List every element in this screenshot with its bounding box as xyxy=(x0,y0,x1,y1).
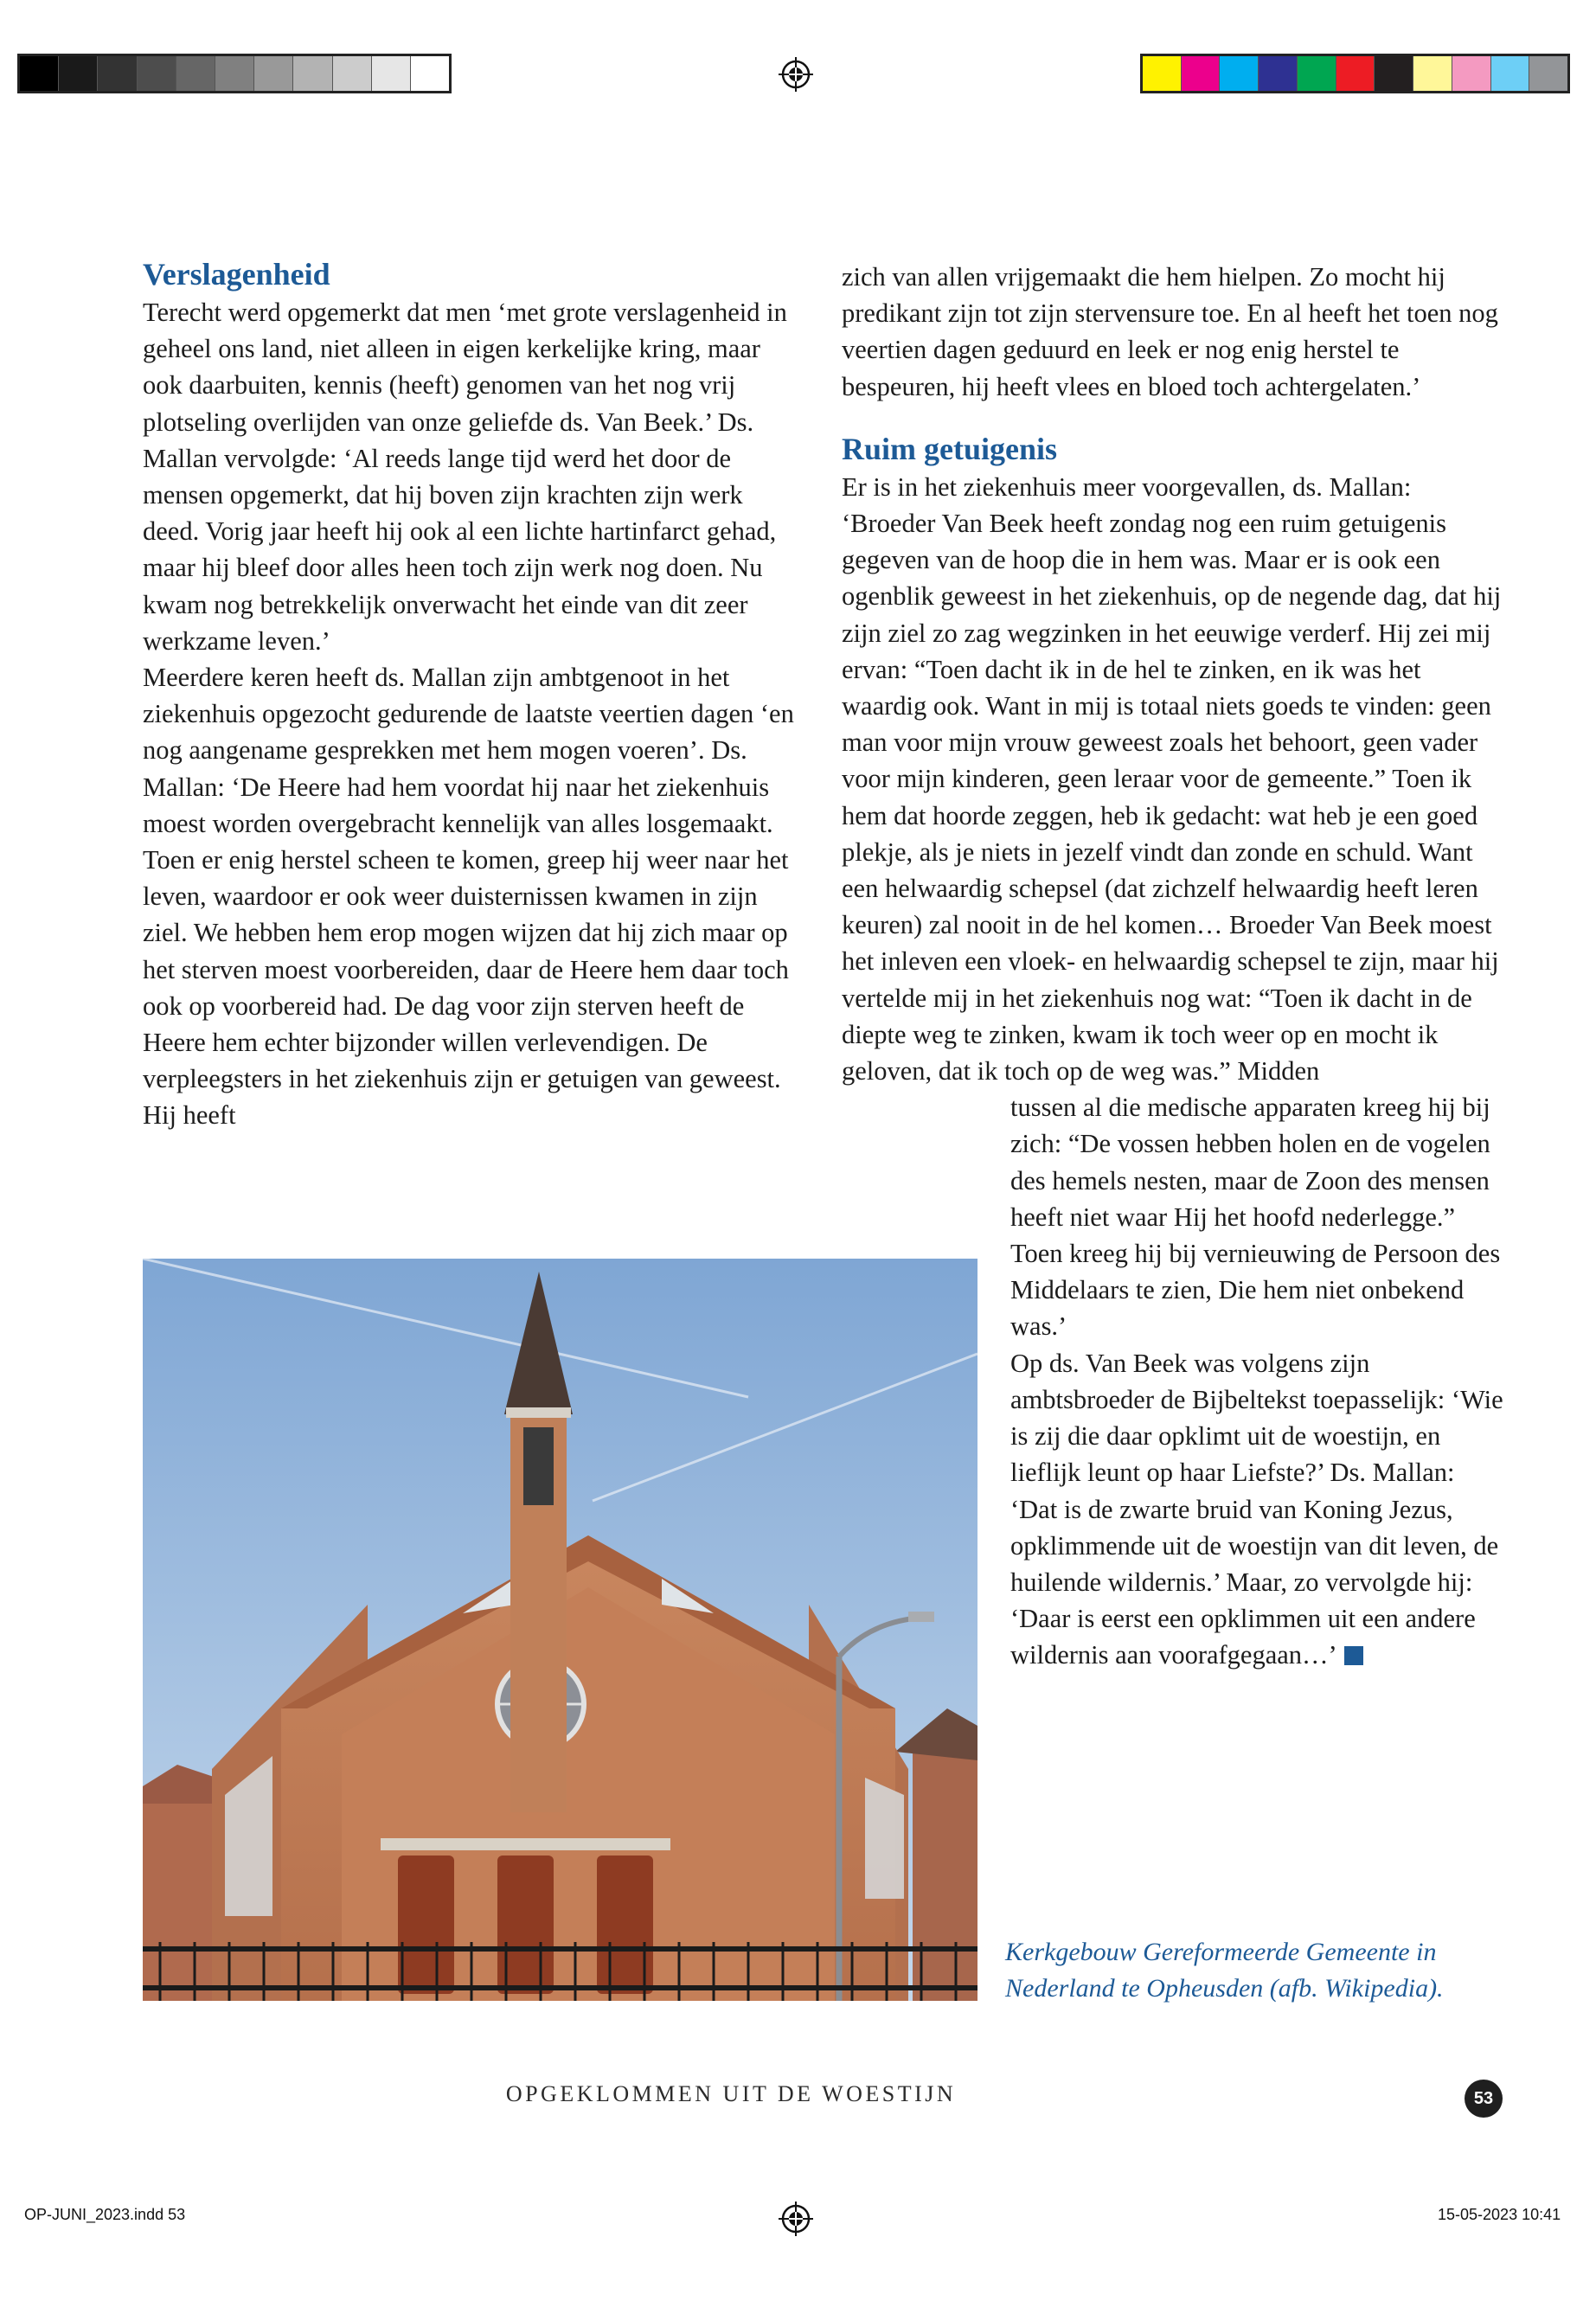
registration-mark-icon xyxy=(779,2202,813,2236)
gray-swatch xyxy=(20,56,59,91)
page-number-badge: 53 xyxy=(1465,2080,1503,2118)
color-swatch xyxy=(1413,56,1452,91)
slug-timestamp: 15-05-2023 10:41 xyxy=(1438,2206,1561,2223)
color-swatch xyxy=(1529,56,1567,91)
left-paragraph-1: Terecht werd opgemerkt dat men ‘met grote verslagenheid in geheel ons land, niet alleen in eigen kerkelijke kring, maar ook daarbuiten, kennis (heeft) genomen van het nog vrij plotseling overlijden van onze geliefde ds. Van Beek.’ Ds. Mallan vervolgde: ‘Al reeds lange tijd werd het door de mensen opgemerkt, dat hij boven zijn krachten zijn werk deed. Vorig jaar heeft hij ook al een lichte hartinfarct gehad, maar hij bleef door alles heen toch zijn werk nog doen. Nu kwam nog betrekkelijk onverwacht het einde van dit zeer werkzame leven.’ xyxy=(143,298,787,656)
gray-swatch xyxy=(98,56,137,91)
slug-file-name: OP-JUNI_2023.indd 53 xyxy=(24,2206,186,2223)
color-swatch xyxy=(1491,56,1530,91)
gray-swatch xyxy=(411,56,449,91)
gray-swatch xyxy=(215,56,254,91)
color-swatch xyxy=(1259,56,1298,91)
color-swatch xyxy=(1452,56,1491,91)
gray-swatch xyxy=(59,56,98,91)
grayscale-control-bar xyxy=(17,54,452,93)
gray-swatch xyxy=(254,56,293,91)
gray-swatch xyxy=(138,56,176,91)
gray-swatch xyxy=(176,56,215,91)
gray-swatch xyxy=(372,56,411,91)
church-photo xyxy=(143,1259,977,2001)
left-column xyxy=(143,254,800,1134)
gray-swatch xyxy=(293,56,332,91)
heading-ruim-getuigenis: Ruim getuigenis xyxy=(842,431,1058,466)
color-swatch xyxy=(1220,56,1259,91)
heading-verslagenheid: Verslagenheid xyxy=(143,257,330,292)
color-swatch xyxy=(1336,56,1375,91)
photo-caption: Kerkgebouw Gereformeerde Gemeente in Nederland te Opheusden (afb. Wikipedia). xyxy=(1005,1938,1444,2003)
color-control-bar xyxy=(1140,54,1570,93)
left-paragraph-2: Meerdere keren heeft ds. Mallan zijn ambtgenoot in het ziekenhuis opgezocht gedurende de laatste veertien dagen ‘en nog aangename gesprekken met hem mogen voeren’. Ds. Mallan: ‘De Heere had hem voordat hij naar het ziekenhuis moest worden overgebracht kennelijk van alles losgemaakt. Toen er enig herstel scheen te komen, greep hij weer naar het leven, waardoor er ook weer duisternissen kwamen in zijn ziel. We hebben hem erop mogen wijzen dat hij zich maar op het sterven moest voorbereiden, daar de Heere hem daar toch ook op voorbereid had. De dag voor zijn sterven heeft de Heere hem echter bijzonder willen verlevendigen. De verpleegsters in het ziekenhuis zijn er getuigen van geweest. Hij heeft xyxy=(143,663,794,1131)
church-illustration xyxy=(143,1259,977,2001)
running-footer-title: OPGEKLOMMEN UIT DE WOESTIJN xyxy=(505,2081,957,2106)
right-paragraph-3: tussen al die medische apparaten kreeg hij bij zich: “De vossen hebben holen en de vogelen des hemels nesten, maar de Zoon des mensen heeft niet waar Hij het hoofd nederlegge.” Toen kreeg hij bij vernieuwing de Persoon des Middelaars te zien, Die hem niet onbekend was.’ xyxy=(1010,1093,1501,1342)
end-of-article-icon xyxy=(1344,1646,1363,1665)
color-swatch xyxy=(1182,56,1221,91)
registration-mark-icon xyxy=(779,57,813,92)
color-swatch xyxy=(1375,56,1413,91)
right-paragraph-4-text: Op ds. Van Beek was volgens zijn ambtsbroeder de Bijbeltekst toepasselijk: ‘Wie is zij die daar opklimt uit de woestijn, en lieflijk leunt op haar Liefste?’ Ds. Mallan: ‘Dat is de zwarte bruid van Koning Jezus, opklimmende uit de woestijn van dit leven, de huilende wildernis.’ Maar, zo vervolgde hij: ‘Daar is eerst een opklimmen uit een andere wildernis aan voorafgegaan…’ xyxy=(1010,1348,1503,1670)
right-paragraph-2: Er is in het ziekenhuis meer voorgevallen, ds. Mallan: ‘Broeder Van Beek heeft zondag nog een ruim getuigenis gegeven van de hoop die in hem was. Maar er is ook een ogenblik geweest in het ziekenhuis, op de negende dag, dat hij zijn ziel zo zag wegzinken in het eeuwige verderf. Hij zei mij ervan: “Toen dacht ik in de hel te zinken, en ik was het waardig ook. Want in mij is totaal niets goeds te vinden: geen man voor mijn vrouw geweest zoals het behoort, geen vader voor mijn kinderen, geen leraar voor de gemeente.” Toen ik hem dat hoorde zeggen, heb ik gedacht: wat heb je een goed plekje, als je niets in jezelf vindt dan zonde en schuld. Want een helwaardig schepsel (dat zichzelf helwaardig heeft leren keuren) zal nooit in de hel komen… Broeder Van Beek moest het inleven een vloek- en helwaardig schepsel te zijn, maar hij vertelde mij in het ziekenhuis nog wat: “Toen ik dacht in de diepte weg te zinken, kwam ik toch weer op en mocht ik geloven, dat ik toch op de weg was.” Midden xyxy=(842,471,1502,1086)
right-paragraph-1: zich van allen vrijgemaakt die hem hielpen. Zo mocht hij predikant zijn tot zijn stervensure toe. En al heeft het toen nog veertien dagen geduurd en leek er nog enig herstel te bespeuren, hij heeft vlees en bloed toch achtergelaten.’ xyxy=(842,262,1498,401)
gray-swatch xyxy=(333,56,372,91)
color-swatch xyxy=(1143,56,1182,91)
color-swatch xyxy=(1298,56,1336,91)
